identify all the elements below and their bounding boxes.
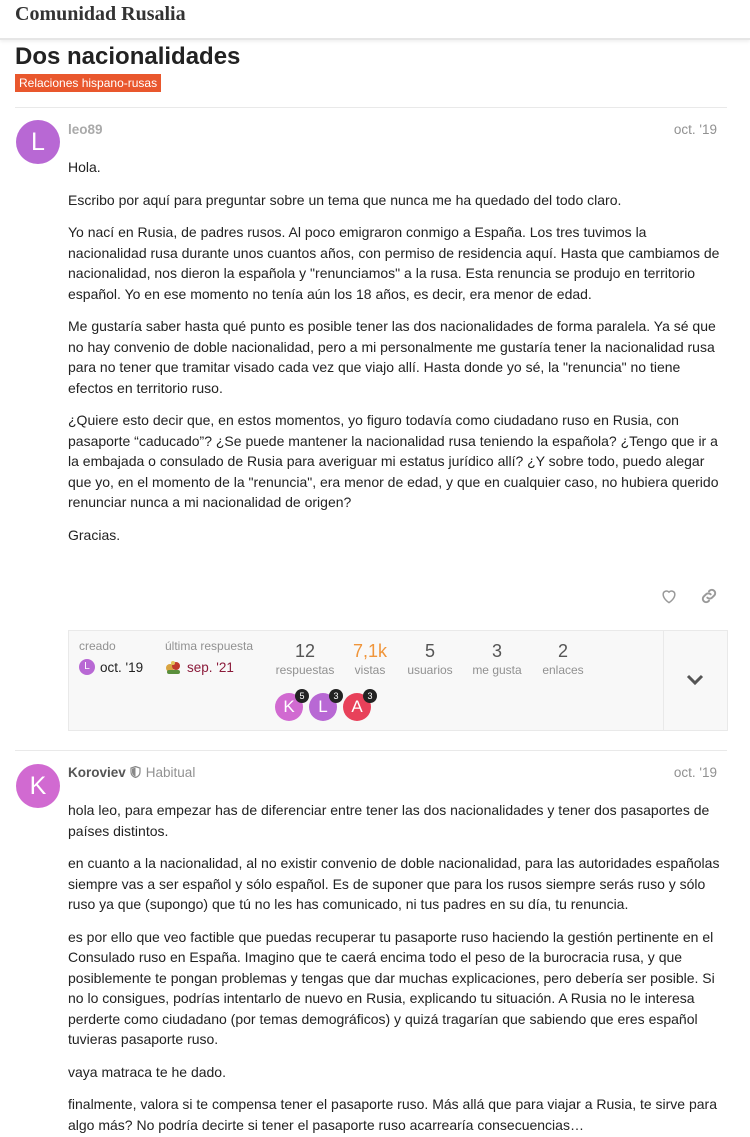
last-reply-label: última respuesta [165, 639, 254, 653]
post-body [68, 800, 728, 1137]
post-paragraph: hola leo, para empezar has de diferenciar entre tener las dos nacionalidades y tener dos pasaportes de países distintos. [68, 802, 710, 839]
participant-avatar[interactable]: K 5 [275, 693, 303, 721]
created-date: oct. '19 [100, 659, 144, 675]
post-paragraph: es por ello que veo factible que puedas recuperar tu pasaporte ruso haciendo la gestión pertinente en el Consulado ruso en España. Imagino que te caerá encima todo el peso de la burocracia rusa, y que posiblemente te pongan problemas y tengas que dar muchas explicaciones, pero debería ser posible. Si no lo consigues, podrías intentarlo de nuevo en Rusia, explicando tu situación. A Rusia no le interesa perderte como ciudadano (por temas demográficos) y quizá tragarían que sabiendo que eres español tuvieras pasaporte ruso. [68, 928, 715, 1047]
category-badge[interactable]: Relaciones hispano-rusas [15, 74, 161, 92]
post-date[interactable]: oct. '19 [673, 765, 717, 780]
chevron-down-icon [686, 673, 704, 691]
post-paragraph: finalmente, valora si te compensa tener el pasaporte ruso. Más allá que para viajar a Rusia, te sirve para algo más? No podría decirte si tener el pasaporte ruso acarrearía consecuencias… [68, 1096, 718, 1133]
username[interactable]: leo89 [68, 122, 103, 137]
heart-icon[interactable] [659, 586, 679, 606]
site-header [0, 0, 750, 40]
topic-title[interactable]: Dos nacionalidades [15, 43, 241, 70]
post-paragraph: vaya matraca te he dado. [68, 1063, 226, 1080]
post-paragraph: Me gustaría saber hasta qué punto es posible tener las dos nacionalidades de forma paralela. Ya sé que no hay convenio de doble nacionalidad, pero a mi personalmente me gustaría tener la nacionalidad rusa para no tener que tramitar visado cada vez que viajo allí. Hasta donde yo sé, la "renuncia" no tiene efectos en territorio ruso. [68, 318, 716, 396]
created-value[interactable] [79, 659, 143, 675]
post-count-badge: 5 [295, 689, 309, 703]
stat-users: 5 usuarios [407, 641, 453, 677]
post-date[interactable]: oct. '19 [673, 122, 717, 137]
stat-links: 2 enlaces [542, 641, 584, 677]
last-reply-date: sep. '21 [187, 660, 234, 675]
participant-avatar[interactable]: A 3 [343, 693, 371, 721]
post-count-badge: 3 [329, 689, 343, 703]
post-body [68, 157, 728, 557]
link-icon[interactable] [699, 586, 719, 606]
expand-topic-map-button[interactable] [663, 631, 727, 730]
stat-replies: 12 respuestas [275, 641, 335, 677]
topic-map-summary [69, 631, 664, 730]
post-paragraph: en cuanto a la nacionalidad, al no existir convenio de doble nacionalidad, para las autoridades españolas siempre vas a ser español y sólo español. Es de suponer que para los rusos siempre serás ruso y sólo ruso ya que (supongo) que tú no les has comunicado, ni tus padres en su día, tu renuncia. [68, 855, 720, 912]
user-title: Habitual [145, 765, 196, 780]
post-paragraph: Escribo por aquí para preguntar sobre un tema que nunca me ha quedado del todo claro. [68, 191, 622, 208]
username-line [68, 765, 195, 781]
avatar[interactable]: L [16, 120, 60, 164]
post-count-badge: 3 [363, 689, 377, 703]
participant-avatar[interactable]: L 3 [309, 693, 337, 721]
site-title[interactable]: Comunidad Rusalia [15, 3, 186, 25]
user-emoji-avatar-icon [165, 659, 182, 676]
divider [15, 107, 727, 108]
post-paragraph: Gracias. [68, 526, 121, 543]
divider [15, 750, 727, 751]
created-label: creado [79, 639, 116, 653]
post-paragraph: Yo nací en Rusia, de padres rusos. Al poco emigraron conmigo a España. Los tres tuvimos la nacionalidad rusa durante unos cuantos años, con permiso de residencia aquí. Hasta que cambiamos de nacionalidad, nos dieron la española y "renunciamos" a la rusa. Esta renuncia se produjo en territorio español. Yo en ese momento no tenía aún los 18 años, es decir, era menor de edad. [68, 224, 720, 302]
username[interactable]: Koroviev [68, 765, 126, 780]
avatar: L [79, 659, 95, 675]
stat-likes: 3 me gusta [472, 641, 522, 677]
post-paragraph: Hola. [68, 159, 101, 175]
topic-map [68, 630, 728, 731]
avatar[interactable]: K [16, 764, 60, 808]
stat-views: 7,1k vistas [352, 641, 388, 677]
last-reply-value[interactable] [165, 659, 234, 676]
shield-icon [130, 766, 141, 781]
post-paragraph: ¿Quiere esto decir que, en estos momentos, yo figuro todavía como ciudadano ruso en Rusia, con pasaporte “caducado”? ¿Se puede mantener la nacionalidad rusa teniendo la española? ¿Tengo que ir a la embajada o consulado de Rusia para averiguar mi estatus jurídico allí? ¿Y sobre todo, puedo alegar que yo, en el momento de la "renuncia", era menor de edad, y que en cualquier caso, no hubiera querido renunciar nunca a mi nacionalidad de origen? [68, 412, 719, 510]
